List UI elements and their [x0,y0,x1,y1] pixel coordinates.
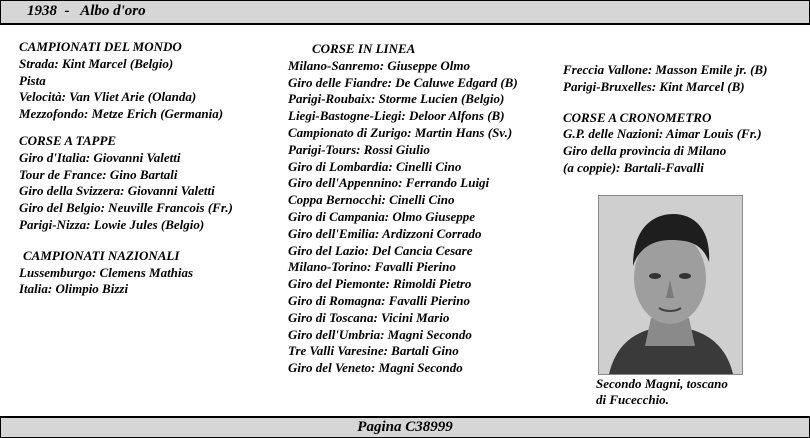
result-line: Liegi-Bastogne-Liegi: Deloor Alfons (B) [288,108,505,124]
result-line: Giro del Lazio: Del Cancia Cesare [288,242,473,258]
result-line: Parigi-Nizza: Lowie Jules (Belgio) [19,216,205,232]
result-line: Parigi-Tours: Rossi Giulio [288,141,430,157]
column-left [19,39,233,298]
result-line: Coppa Bernocchi: Cinelli Cino [288,192,455,208]
result-line: Milano-Torino: Favalli Pierino [288,259,456,275]
result-line: Giro di Campania: Olmo Giuseppe [288,208,476,224]
result-line: Strada: Kint Marcel (Belgio) [19,55,174,71]
result-line: Giro della provincia di Milano [563,143,727,159]
result-line: Parigi-Roubaix: Storme Lucien (Belgio) [288,91,505,107]
portrait-photo [598,195,743,375]
caption-line: Secondo Magni, toscano [596,376,728,391]
footer-bar [0,416,810,438]
result-line: Freccia Vallone: Masson Emile jr. (B) [563,62,768,77]
header-bar [0,0,810,25]
result-line: Giro d'Italia: Giovanni Valetti [19,149,181,165]
section-heading-campionati-nazionali: CAMPIONATI NAZIONALI [23,247,180,263]
section-heading-campionati-mondo: CAMPIONATI DEL MONDO [19,39,182,54]
result-line: Giro dell'Umbria: Magni Secondo [288,326,472,342]
result-line: Giro delle Fiandre: De Caluwe Edgard (B) [288,74,518,90]
result-line: Giro dell'Emilia: Ardizzoni Corrado [288,225,482,241]
result-line: Giro del Veneto: Magni Secondo [288,360,463,376]
result-line: Velocità: Van Vliet Arie (Olanda) [19,89,197,105]
result-line: Milano-Sanremo: Giuseppe Olmo [288,57,471,73]
result-line: Giro del Belgio: Neuville Francois (Fr.) [19,200,233,216]
result-line: Pista [19,72,46,88]
result-line: Tour de France: Gino Bartali [19,166,178,182]
page-number: Pagina C38999 [357,419,453,435]
section-heading-corse-linea: CORSE IN LINEA [312,41,416,56]
result-line: Giro di Lombardia: Cinelli Cino [288,158,462,174]
result-line: Italia: Olimpio Bizzi [19,281,129,297]
result-line: Parigi-Bruxelles: Kint Marcel (B) [563,78,745,94]
result-line: Tre Valli Varesine: Bartali Gino [288,343,459,359]
column-middle [288,41,518,377]
section-heading-cronometro: CORSE A CRONOMETRO [563,109,712,125]
column-right [563,62,767,177]
result-line: Giro dell'Appennino: Ferrando Luigi [288,175,490,191]
result-line: G.P. delle Nazioni: Aimar Louis (Fr.) [563,126,762,142]
result-line: Giro della Svizzera: Giovanni Valetti [19,183,215,199]
result-line: Giro di Toscana: Vicini Mario [288,309,450,325]
photo-caption [596,376,728,408]
section-heading-corse-tappe: CORSE A TAPPE [19,132,117,148]
result-line: Campionato di Zurigo: Martin Hans (Sv.) [288,124,513,140]
portrait-illustration [599,196,742,374]
result-line: Giro di Romagna: Favalli Pierino [288,292,471,308]
result-line: (a coppie): Bartali-Favalli [563,159,704,175]
result-line: Giro del Piemonte: Rimoldi Pietro [288,276,472,292]
result-line: Mezzofondo: Metze Erich (Germania) [19,106,224,122]
page-title: 1938 - Albo d'oro [27,3,146,19]
caption-line: di Fucecchio. [596,392,669,407]
result-line: Lussemburgo: Clemens Mathias [19,264,194,280]
